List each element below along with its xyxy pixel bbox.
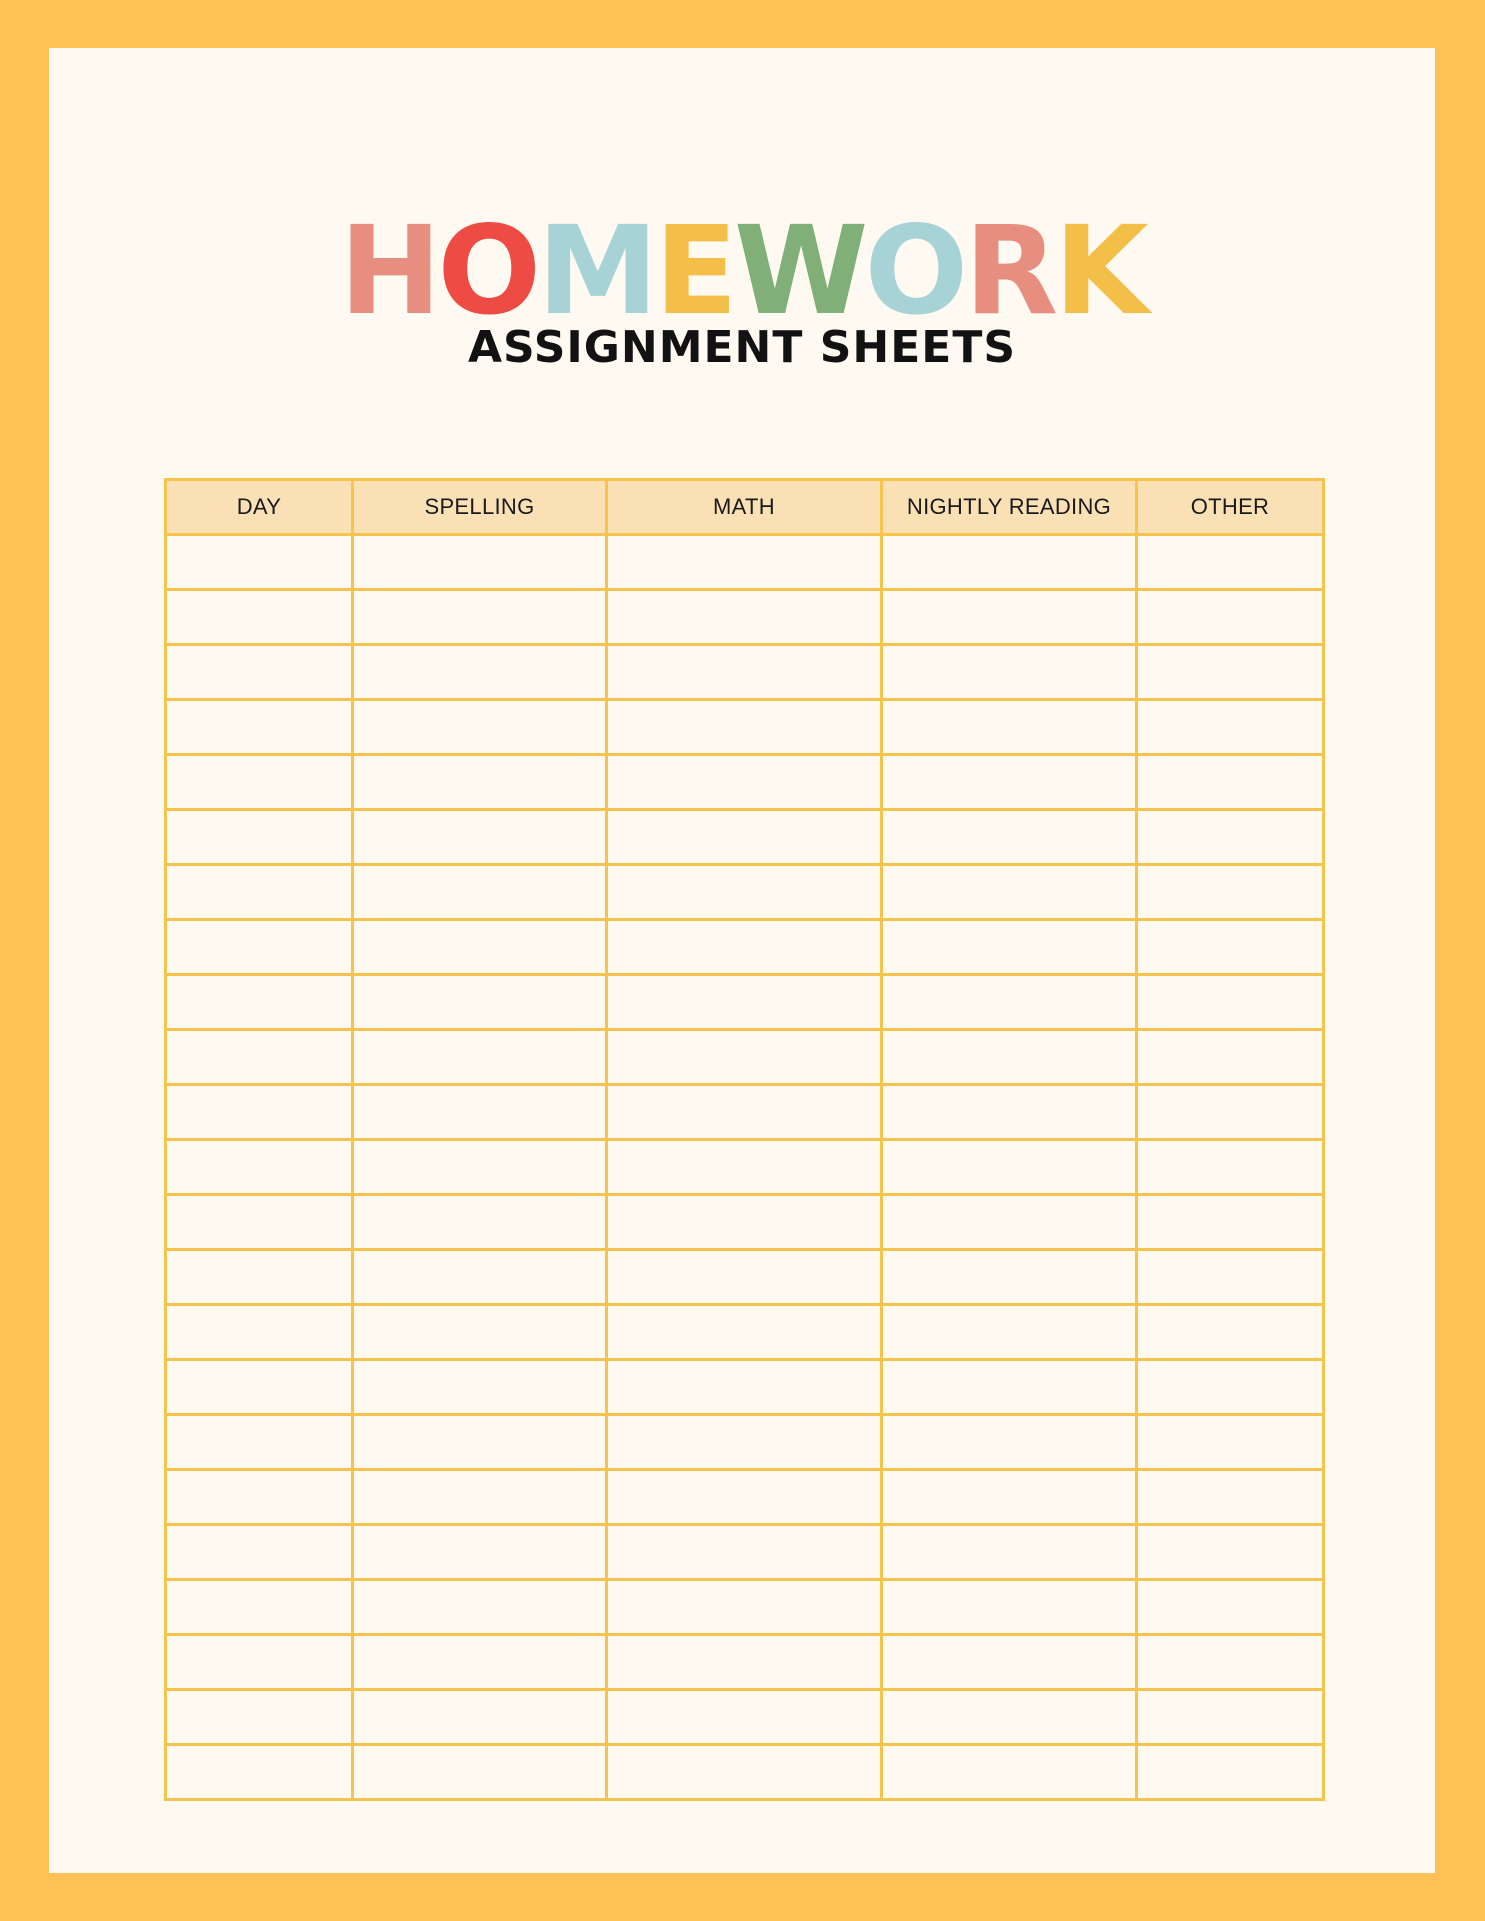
table-row <box>166 1085 1324 1140</box>
cell-day[interactable] <box>166 1635 353 1690</box>
cell-nightly-reading[interactable] <box>882 1525 1137 1580</box>
cell-other[interactable] <box>1137 1525 1324 1580</box>
table-row <box>166 1195 1324 1250</box>
title-letter: H <box>339 200 438 342</box>
cell-day[interactable] <box>166 700 353 755</box>
table-row <box>166 1030 1324 1085</box>
cell-nightly-reading[interactable] <box>882 700 1137 755</box>
cell-day[interactable] <box>166 920 353 975</box>
cell-day[interactable] <box>166 975 353 1030</box>
cell-day[interactable] <box>166 755 353 810</box>
cell-nightly-reading[interactable] <box>882 1470 1137 1525</box>
title-letter: E <box>654 200 734 342</box>
cell-math[interactable] <box>607 1580 882 1635</box>
table-row <box>166 535 1324 590</box>
cell-spelling[interactable] <box>353 1745 607 1800</box>
table-row <box>166 1690 1324 1745</box>
cell-other[interactable] <box>1137 1195 1324 1250</box>
cell-spelling[interactable] <box>353 1470 607 1525</box>
cell-nightly-reading[interactable] <box>882 1635 1137 1690</box>
cell-math[interactable] <box>607 1195 882 1250</box>
column-header-nightly-reading: NIGHTLY READING <box>882 480 1137 535</box>
cell-nightly-reading[interactable] <box>882 1415 1137 1470</box>
table-row <box>166 865 1324 920</box>
cell-spelling[interactable] <box>353 810 607 865</box>
cell-math[interactable] <box>607 1085 882 1140</box>
table-row <box>166 1580 1324 1635</box>
cell-spelling[interactable] <box>353 1580 607 1635</box>
cell-day[interactable] <box>166 645 353 700</box>
cell-math[interactable] <box>607 755 882 810</box>
cell-other[interactable] <box>1137 1745 1324 1800</box>
table-row <box>166 920 1324 975</box>
cell-math[interactable] <box>607 1360 882 1415</box>
cell-math[interactable] <box>607 1415 882 1470</box>
cell-nightly-reading[interactable] <box>882 1195 1137 1250</box>
table-row <box>166 1525 1324 1580</box>
cell-math[interactable] <box>607 700 882 755</box>
cell-other[interactable] <box>1137 755 1324 810</box>
cell-spelling[interactable] <box>353 920 607 975</box>
cell-other[interactable] <box>1137 1690 1324 1745</box>
cell-other[interactable] <box>1137 975 1324 1030</box>
table-row <box>166 975 1324 1030</box>
table-row <box>166 1635 1324 1690</box>
title-letter: R <box>964 200 1055 342</box>
cell-spelling[interactable] <box>353 1085 607 1140</box>
column-header-day: DAY <box>166 480 353 535</box>
page-subtitle: ASSIGNMENT SHEETS <box>467 322 1017 373</box>
cell-math[interactable] <box>607 810 882 865</box>
table-row <box>166 810 1324 865</box>
cell-day[interactable] <box>166 1030 353 1085</box>
cell-math[interactable] <box>607 920 882 975</box>
cell-nightly-reading[interactable] <box>882 810 1137 865</box>
title-letter: K <box>1054 200 1145 342</box>
cell-math[interactable] <box>607 645 882 700</box>
cell-other[interactable] <box>1137 1470 1324 1525</box>
cell-day[interactable] <box>166 1745 353 1800</box>
cell-math[interactable] <box>607 535 882 590</box>
cell-math[interactable] <box>607 1525 882 1580</box>
cell-day[interactable] <box>166 1085 353 1140</box>
cell-spelling[interactable] <box>353 1360 607 1415</box>
cell-math[interactable] <box>607 590 882 645</box>
cell-other[interactable] <box>1137 810 1324 865</box>
cell-nightly-reading[interactable] <box>882 1140 1137 1195</box>
table-body <box>166 535 1324 1800</box>
table-row <box>166 1305 1324 1360</box>
cell-nightly-reading[interactable] <box>882 1085 1137 1140</box>
cell-nightly-reading[interactable] <box>882 1580 1137 1635</box>
cell-math[interactable] <box>607 1030 882 1085</box>
cell-day[interactable] <box>166 1195 353 1250</box>
cell-spelling[interactable] <box>353 590 607 645</box>
cell-other[interactable] <box>1137 700 1324 755</box>
table-row <box>166 1140 1324 1195</box>
cell-math[interactable] <box>607 1470 882 1525</box>
column-header-math: MATH <box>607 480 882 535</box>
cell-nightly-reading[interactable] <box>882 920 1137 975</box>
cell-nightly-reading[interactable] <box>882 1690 1137 1745</box>
cell-day[interactable] <box>166 810 353 865</box>
cell-spelling[interactable] <box>353 645 607 700</box>
cell-day[interactable] <box>166 590 353 645</box>
cell-day[interactable] <box>166 1470 353 1525</box>
cell-spelling[interactable] <box>353 1140 607 1195</box>
cell-day[interactable] <box>166 1690 353 1745</box>
title-letter: W <box>733 200 865 342</box>
cell-day[interactable] <box>166 1250 353 1305</box>
cell-other[interactable] <box>1137 1085 1324 1140</box>
cell-spelling[interactable] <box>353 1690 607 1745</box>
table-row <box>166 1470 1324 1525</box>
cell-nightly-reading[interactable] <box>882 1030 1137 1085</box>
cell-nightly-reading[interactable] <box>882 975 1137 1030</box>
table-row <box>166 1415 1324 1470</box>
cell-math[interactable] <box>607 975 882 1030</box>
table-row <box>166 1745 1324 1800</box>
cell-nightly-reading[interactable] <box>882 590 1137 645</box>
cell-day[interactable] <box>166 1415 353 1470</box>
cell-math[interactable] <box>607 865 882 920</box>
column-header-other: OTHER <box>1137 480 1324 535</box>
title-letter: M <box>537 200 655 342</box>
cell-spelling[interactable] <box>353 1525 607 1580</box>
cell-nightly-reading[interactable] <box>882 535 1137 590</box>
cell-nightly-reading[interactable] <box>882 865 1137 920</box>
cell-math[interactable] <box>607 1250 882 1305</box>
cell-other[interactable] <box>1137 1360 1324 1415</box>
title-letter: O <box>437 200 538 342</box>
cell-day[interactable] <box>166 1525 353 1580</box>
title-letter: O <box>864 200 965 342</box>
column-header-spelling: SPELLING <box>353 480 607 535</box>
cell-day[interactable] <box>166 1305 353 1360</box>
cell-spelling[interactable] <box>353 535 607 590</box>
cell-other[interactable] <box>1137 1250 1324 1305</box>
cell-spelling[interactable] <box>353 1415 607 1470</box>
table-row <box>166 700 1324 755</box>
table-row <box>166 590 1324 645</box>
table-row <box>166 1360 1324 1415</box>
cell-spelling[interactable] <box>353 1250 607 1305</box>
cell-other[interactable] <box>1137 645 1324 700</box>
cell-math[interactable] <box>607 1140 882 1195</box>
table-row <box>166 1250 1324 1305</box>
cell-other[interactable] <box>1137 1305 1324 1360</box>
cell-spelling[interactable] <box>353 975 607 1030</box>
cell-nightly-reading[interactable] <box>882 645 1137 700</box>
cell-other[interactable] <box>1137 1030 1324 1085</box>
cell-other[interactable] <box>1137 920 1324 975</box>
cell-other[interactable] <box>1137 1140 1324 1195</box>
cell-spelling[interactable] <box>353 1030 607 1085</box>
cell-day[interactable] <box>166 1360 353 1415</box>
page-title <box>49 200 1435 342</box>
cell-other[interactable] <box>1137 1415 1324 1470</box>
cell-spelling[interactable] <box>353 1195 607 1250</box>
cell-math[interactable] <box>607 1305 882 1360</box>
table-header-row <box>166 480 1324 535</box>
cell-day[interactable] <box>166 1580 353 1635</box>
table-row <box>166 755 1324 810</box>
cell-other[interactable] <box>1137 535 1324 590</box>
cell-nightly-reading[interactable] <box>882 755 1137 810</box>
cell-other[interactable] <box>1137 1580 1324 1635</box>
cell-other[interactable] <box>1137 590 1324 645</box>
cell-spelling[interactable] <box>353 700 607 755</box>
cell-spelling[interactable] <box>353 1635 607 1690</box>
cell-day[interactable] <box>166 535 353 590</box>
assignment-sheet <box>49 48 1435 1873</box>
cell-spelling[interactable] <box>353 865 607 920</box>
table-row <box>166 645 1324 700</box>
cell-nightly-reading[interactable] <box>882 1305 1137 1360</box>
cell-spelling[interactable] <box>353 1305 607 1360</box>
cell-other[interactable] <box>1137 1635 1324 1690</box>
cell-nightly-reading[interactable] <box>882 1250 1137 1305</box>
homework-table <box>164 478 1325 1801</box>
cell-spelling[interactable] <box>353 755 607 810</box>
cell-math[interactable] <box>607 1690 882 1745</box>
cell-day[interactable] <box>166 865 353 920</box>
cell-other[interactable] <box>1137 865 1324 920</box>
cell-math[interactable] <box>607 1635 882 1690</box>
cell-nightly-reading[interactable] <box>882 1360 1137 1415</box>
cell-day[interactable] <box>166 1140 353 1195</box>
cell-math[interactable] <box>607 1745 882 1800</box>
cell-nightly-reading[interactable] <box>882 1745 1137 1800</box>
